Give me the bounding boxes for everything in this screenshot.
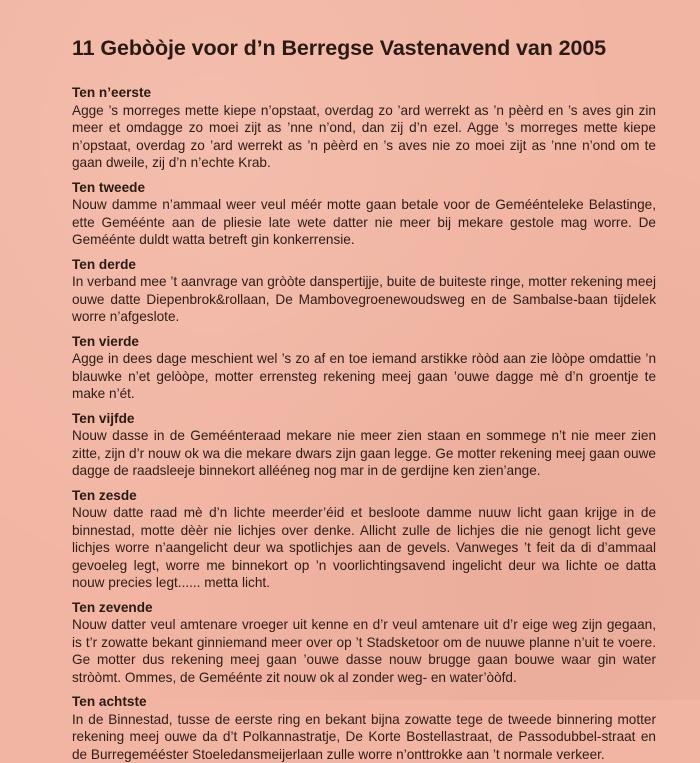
section-6 — [72, 487, 656, 592]
section-7 — [72, 599, 656, 687]
section-3 — [72, 256, 656, 326]
section-2 — [72, 179, 656, 249]
section-heading: Ten vijfde — [72, 410, 656, 428]
section-heading: Ten n’eerste — [72, 84, 656, 102]
section-4 — [72, 333, 656, 403]
section-5 — [72, 410, 656, 480]
section-heading: Ten achtste — [72, 693, 656, 711]
section-text: Agge ’s morreges mette kiepe n’opstaat, overdag zo ’ard werrekt as ’n pèèrd en ’s aves gin zin meer et omdagge zo moei zijt as ’nne n’ond, dan zij d’n ezel. Agge ’s morreges mette kiepe n’opstaat, overdag zo ’ard werrekt as ’n pèèrd en ’s aves nie zo moei zijt as ’nne n’ond om te gaan dweile, zij d’n n’echte Krab. — [72, 102, 656, 172]
section-8 — [72, 693, 656, 763]
section-1 — [72, 84, 656, 172]
section-text: Nouw datter veul amtenare vroeger uit kenne en d’r veul amtenare uit d’r eige weg zijn gegaan, is t’r zowatte bekant ginniemand meer over op ’t Stadsketoor om de nuuwe planne n’uit te voere. Ge motter dus rekening meej gaan ’ouwe dasse nouw brugge gaan bouwe waar gin water stròòmt. Ommes, de Geméénte zit nouw ok al zonder weg- en water’òòfd. — [72, 616, 656, 686]
section-heading: Ten vierde — [72, 333, 656, 351]
section-heading: Ten tweede — [72, 179, 656, 197]
section-text: Nouw datte raad mè d’n lichte meerder’éid et besloote damme nuuw licht gaan krijge in de binnestad, motte dèèr nie lichjes over denke. Allicht zulle de lichjes die nie genogt licht geve lichjes worre n’aangelicht deur wa spotlichjes aan de gevels. Vanweges ’t feit da di d’ammaal gevoeleg legt, worre me binnekort op ’n voorlichtingsavend ingelicht deur wa lichte oe datta nouw precies legt...... metta licht. — [72, 504, 656, 592]
section-heading: Ten zevende — [72, 599, 656, 617]
section-text: In verband mee ’t aanvrage van gròòte danspertijje, buite de buiteste ringe, motter rekening meej ouwe datte Diepenbrok&rollaan, De Mambovegroenewoudsweg en de Sambalse-baan tijdelek worre n’afgeslote. — [72, 273, 656, 326]
document-title: 11 Gebòòje voor d’n Berregse Vastenavend van 2005 — [72, 36, 656, 61]
section-text: Agge in dees dage meschient wel ’s zo af en toe iemand arstikke ròòd aan zie lòòpe omdattie ’n blauwke n’et gelòòpe, motter errensteg rekening meej gaan ’ouwe dagge mè d’n groentje te make n’ét. — [72, 350, 656, 403]
section-heading: Ten derde — [72, 256, 656, 274]
section-text: In de Binnestad, tusse de eerste ring en bekant bijna zowatte tege de tweede binnering motter rekening meej ouwe da d’t Polkannastratje, De Korte Bostellastraat, de Passodubbel-straat en de Burregemééster Stoeledansmeijerlaan zulle worre n’onttrokke aan ’t normale verkeer. — [72, 711, 656, 763]
section-text: Nouw dasse in de Geméénteraad mekare nie meer zien staan en sommege n’t nie meer zien zitte, zijn d’r nouw ok wa die mekare dwars zijn gaan legge. Ge motter rekening meej gaan ouwe dagge de raadsleeje binnekort allééneg nog mar in de gerdijne ken zien’ange. — [72, 427, 656, 480]
section-text: Nouw damme n’ammaal weer veul méér motte gaan betale voor de Geméénteleke Belastinge, ette Geméénte aan de pliesie late wete datter nie meer bij mekare gestole mag worre. De Geméénte duldt watta betreft gin konkerrensie. — [72, 196, 656, 249]
section-heading: Ten zesde — [72, 487, 656, 505]
